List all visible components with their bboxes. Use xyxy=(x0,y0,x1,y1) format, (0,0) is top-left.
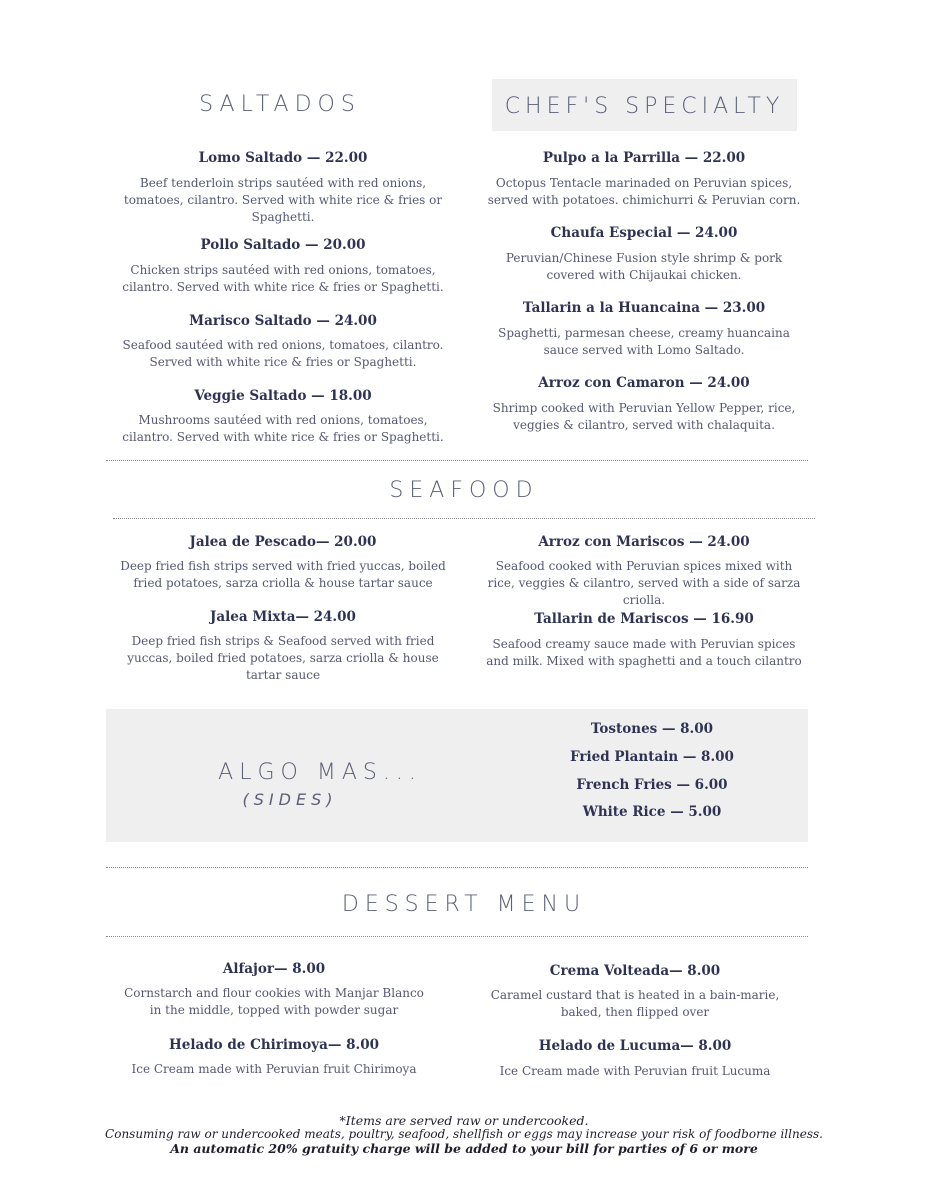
menu-item-description: Seafood sautéed with red onions, tomatoes, cilantro. Served with white rice & fries or Spaghetti. xyxy=(122,338,444,369)
menu-item-title: Tallarin a la Huancaina — 23.00 xyxy=(522,300,766,316)
sides-heading: ALGO MAS... xyxy=(218,760,422,785)
menu-item-title: Helado de Chirimoya— 8.00 xyxy=(169,1037,379,1053)
menu-item-description: Beef tenderloin strips sautéed with red onions, tomatoes, cilantro. Served with white rice & fries or Spaghetti. xyxy=(123,176,443,224)
menu-item-title: Arroz con Mariscos — 24.00 xyxy=(538,534,750,550)
menu-item-description: Peruvian/Chinese Fusion style shrimp & pork covered with Chijaukai chicken. xyxy=(505,251,783,282)
menu-item-description: Caramel custard that is heated in a bain-marie, baked, then flipped over xyxy=(490,988,780,1019)
menu-item-title: Marisco Saltado — 24.00 xyxy=(189,313,377,329)
side-item: French Fries — 6.00 xyxy=(576,777,728,793)
seafood-heading: SEAFOOD xyxy=(389,478,539,503)
divider xyxy=(106,936,808,937)
side-item: Tostones — 8.00 xyxy=(590,721,714,737)
divider xyxy=(106,460,808,461)
menu-item-description: Octopus Tentacle marinaded on Peruvian spices, served with potatoes. chimichurri & Peruvian corn. xyxy=(487,176,801,207)
menu-item-title: Jalea Mixta— 24.00 xyxy=(210,609,356,625)
menu-item-description: Chicken strips sautéed with red onions, tomatoes, cilantro. Served with white rice & fries or Spaghetti. xyxy=(122,263,444,294)
menu-item-description: Deep fried fish strips & Seafood served with fried yuccas, boiled fried potatoes, sarza criolla & house tartar sauce xyxy=(127,634,439,682)
side-item: White Rice — 5.00 xyxy=(582,804,722,820)
menu-item-description: Ice Cream made with Peruvian fruit Chirimoya xyxy=(131,1062,417,1076)
menu-item-title: Arroz con Camaron — 24.00 xyxy=(538,375,750,391)
menu-item-description: Shrimp cooked with Peruvian Yellow Pepper, rice, veggies & cilantro, served with chalaquita. xyxy=(492,401,796,432)
menu-item-title: Veggie Saltado — 18.00 xyxy=(194,388,372,404)
menu-item-description: Seafood creamy sauce made with Peruvian spices and milk. Mixed with spaghetti and a touch cilantro xyxy=(486,637,802,668)
footer-gratuity-notice: An automatic 20% gratuity charge will be added to your bill for parties of 6 or more xyxy=(170,1141,758,1156)
chef-specialty-heading: CHEF'S SPECIALTY xyxy=(504,94,785,119)
menu-item-description: Deep fried fish strips served with fried yuccas, boiled fried potatoes, sarza criolla & house tartar sauce xyxy=(120,559,446,590)
menu-item-title: Crema Volteada— 8.00 xyxy=(549,963,721,979)
menu-item-title: Lomo Saltado — 22.00 xyxy=(198,150,368,166)
menu-item-description: Ice Cream made with Peruvian fruit Lucuma xyxy=(499,1064,771,1078)
sides-subheading: (SIDES) xyxy=(242,790,338,809)
menu-item-title: Jalea de Pescado— 20.00 xyxy=(189,534,377,550)
menu-item-title: Pollo Saltado — 20.00 xyxy=(200,237,366,253)
menu-item-title: Pulpo a la Parrilla — 22.00 xyxy=(542,150,746,166)
menu-item-description: Cornstarch and flour cookies with Manjar Blanco in the middle, topped with powder sugar xyxy=(124,986,424,1017)
divider xyxy=(113,518,815,519)
divider xyxy=(106,867,808,868)
menu-item-description: Seafood cooked with Peruvian spices mixed with rice, veggies & cilantro, served with a side of sarza criolla. xyxy=(487,559,801,607)
menu-item-title: Helado de Lucuma— 8.00 xyxy=(538,1038,732,1054)
footer-health-warning: Consuming raw or undercooked meats, poultry, seafood, shellfish or eggs may increase your risk of foodborne illness. xyxy=(105,1127,823,1141)
menu-item-title: Tallarin de Mariscos — 16.90 xyxy=(534,611,754,627)
menu-item-description: Spaghetti, parmesan cheese, creamy huancaina sauce served with Lomo Saltado. xyxy=(498,326,790,357)
dessert-heading: DESSERT MENU xyxy=(341,892,587,917)
menu-item-title: Chaufa Especial — 24.00 xyxy=(550,225,738,241)
menu-item-title: Alfajor— 8.00 xyxy=(222,961,326,977)
footer-raw-notice: *Items are served raw or undercooked. xyxy=(339,1113,589,1128)
saltados-heading: SALTADOS xyxy=(199,92,361,117)
menu-item-description: Mushrooms sautéed with red onions, tomatoes, cilantro. Served with white rice & fries or Spaghetti. xyxy=(122,413,444,444)
side-item: Fried Plantain — 8.00 xyxy=(570,749,734,765)
